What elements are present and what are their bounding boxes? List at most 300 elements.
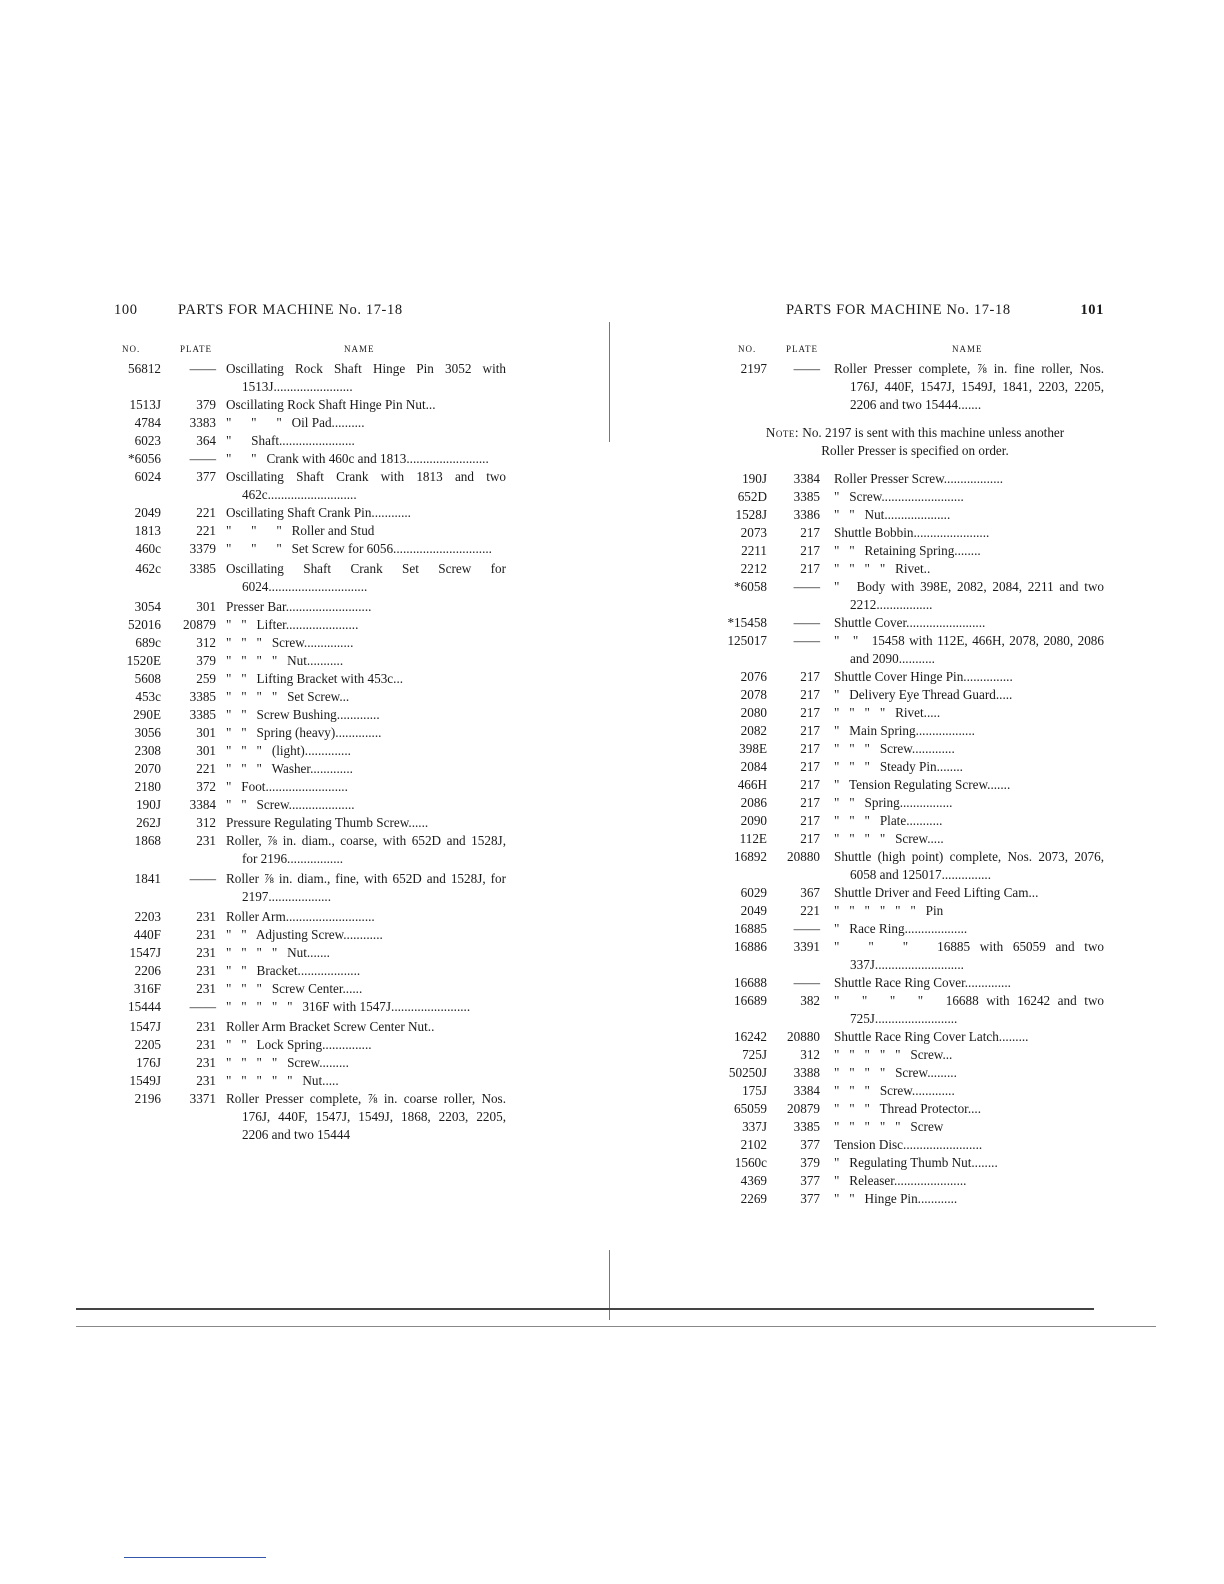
part-number: 460c <box>135 541 161 556</box>
part-name: " " Retaining Spring........ <box>834 543 981 558</box>
list-item <box>114 522 506 540</box>
list-item <box>712 1118 1104 1136</box>
list-item <box>712 1082 1104 1100</box>
plate-number: 231 <box>196 833 216 848</box>
part-number: 16242 <box>734 1029 767 1044</box>
list-item <box>114 598 506 616</box>
list-item <box>712 812 1104 830</box>
col-no-header: NO. <box>738 344 757 354</box>
list-item <box>712 758 1104 776</box>
part-number: 2197 <box>740 361 767 376</box>
list-item <box>712 1190 1104 1208</box>
list-item <box>114 1072 506 1090</box>
part-name: Oscillating Rock Shaft Hinge Pin Nut... <box>226 397 436 412</box>
page-title: PARTS FOR MACHINE No. 17-18 <box>786 302 1011 318</box>
list-item <box>712 614 1104 632</box>
part-name: " Foot......................... <box>226 779 348 794</box>
part-name: " Race Ring................... <box>834 921 968 936</box>
plate-number: 217 <box>800 741 820 756</box>
part-name: " " " " Screw......... <box>226 1055 349 1070</box>
left-page <box>114 302 510 1144</box>
part-name: " " " Thread Protector.... <box>834 1101 982 1116</box>
list-item <box>712 902 1104 920</box>
part-number: 1841 <box>134 871 161 886</box>
part-number: 689c <box>135 635 161 650</box>
part-name: " " " Screw............. <box>834 741 955 756</box>
plate-number: 231 <box>196 981 216 996</box>
part-number: *6056 <box>128 451 161 466</box>
plate-number: 3385 <box>189 707 216 722</box>
list-item <box>712 1136 1104 1154</box>
part-number: 16885 <box>734 921 767 936</box>
list-item <box>712 470 1104 488</box>
list-item <box>712 920 1104 938</box>
plate-number: 221 <box>196 523 216 538</box>
plate-number: 379 <box>800 1155 820 1170</box>
list-item <box>114 504 506 522</box>
list-item <box>114 1018 506 1036</box>
plate-number: 217 <box>800 777 820 792</box>
column-headers <box>114 340 506 360</box>
plate-number: 3385 <box>189 689 216 704</box>
part-number: 2196 <box>134 1091 161 1106</box>
part-number: 462c <box>135 561 161 576</box>
list-item <box>712 668 1104 686</box>
part-name: " " Lock Spring............... <box>226 1037 372 1052</box>
plate-number: 217 <box>800 561 820 576</box>
part-name: Shuttle Race Ring Cover Latch......... <box>834 1029 1029 1044</box>
plate-number: 3384 <box>793 471 820 486</box>
plate-number: —— <box>189 361 216 376</box>
plate-number: 217 <box>800 705 820 720</box>
part-number: 2084 <box>740 759 767 774</box>
part-name: " " " " " Screw <box>834 1119 944 1134</box>
plate-number: 3379 <box>189 541 216 556</box>
part-name: Shuttle Driver and Feed Lifting Cam... <box>834 885 1039 900</box>
part-name: Pressure Regulating Thumb Screw...... <box>226 815 429 830</box>
part-number: 50250J <box>728 1065 767 1080</box>
list-item <box>712 578 1108 614</box>
list-item <box>114 1054 506 1072</box>
list-item <box>114 944 506 962</box>
part-name: " " Lifting Bracket with 453c... <box>226 671 404 686</box>
part-name: " " Lifter...................... <box>226 617 359 632</box>
plate-number: 367 <box>800 885 820 900</box>
note-text: No. 2197 is sent with this machine unless another Roller Presser is specified on order. <box>802 425 1065 458</box>
part-name: " " Screw.................... <box>226 797 355 812</box>
plate-number: —— <box>793 921 820 936</box>
part-number: 2049 <box>134 505 161 520</box>
list-item <box>114 450 506 468</box>
part-number: 2102 <box>740 1137 767 1152</box>
list-item <box>114 560 510 596</box>
list-item <box>114 706 506 724</box>
plate-number: 231 <box>196 945 216 960</box>
part-name: Roller, ⅞ in. diam., coarse, with 652D and 1528J, for 2196................. <box>226 833 510 866</box>
list-item <box>114 724 506 742</box>
part-name: " Releaser...................... <box>834 1173 967 1188</box>
part-number: 6024 <box>134 469 161 484</box>
part-number: 2090 <box>740 813 767 828</box>
part-name: " " " Screw............... <box>226 635 354 650</box>
list-item <box>114 616 506 634</box>
plate-number: 259 <box>196 671 216 686</box>
part-number: 176J <box>136 1055 161 1070</box>
list-item <box>712 794 1104 812</box>
part-name: " " " " Rivet.. <box>834 561 931 576</box>
plate-number: 20879 <box>787 1101 820 1116</box>
part-number: 2203 <box>134 909 161 924</box>
part-name: " Body with 398E, 2082, 2084, 2211 and two 2212................. <box>834 579 1108 612</box>
part-number: 4784 <box>134 415 161 430</box>
part-name: " " " Steady Pin........ <box>834 759 963 774</box>
right-page-header <box>712 302 1104 324</box>
list-item <box>712 506 1104 524</box>
plate-number: 377 <box>196 469 216 484</box>
part-number: 1549J <box>129 1073 161 1088</box>
plate-number: 3388 <box>793 1065 820 1080</box>
part-name: " " " " 16688 with 16242 and two 725J......................... <box>834 993 1108 1026</box>
plate-number: 221 <box>196 505 216 520</box>
part-name: " " " " " Screw... <box>834 1047 953 1062</box>
list-item <box>114 832 510 868</box>
plate-number: —— <box>793 579 820 594</box>
part-number: 1560c <box>734 1155 767 1170</box>
part-name: " " Screw Bushing............. <box>226 707 380 722</box>
list-item <box>114 980 506 998</box>
part-name: " Delivery Eye Thread Guard..... <box>834 687 1013 702</box>
plate-number: 372 <box>196 779 216 794</box>
part-name: Presser Bar.......................... <box>226 599 372 614</box>
part-number: 175J <box>742 1083 767 1098</box>
list-item <box>114 796 506 814</box>
part-number: 652D <box>737 489 767 504</box>
part-name: Roller ⅞ in. diam., fine, with 652D and 1528J, for 2197................... <box>226 871 510 904</box>
list-item <box>114 778 506 796</box>
list-item <box>114 360 510 396</box>
part-number: 453c <box>135 689 161 704</box>
part-number: 2080 <box>740 705 767 720</box>
part-name: " " " " " 316F with 1547J........................ <box>226 999 471 1014</box>
page-number: 101 <box>1080 302 1104 318</box>
part-number: 2049 <box>740 903 767 918</box>
list-item <box>114 742 506 760</box>
part-number: 2070 <box>134 761 161 776</box>
plate-number: 231 <box>196 963 216 978</box>
part-name: Oscillating Shaft Crank Pin............ <box>226 505 411 520</box>
part-name: Oscillating Shaft Crank with 1813 and two 462c........................... <box>226 469 510 502</box>
plate-number: 217 <box>800 813 820 828</box>
part-name: " " 15458 with 112E, 466H, 2078, 2080, 2086 and 2090........... <box>834 633 1108 666</box>
plate-number: 20879 <box>183 617 216 632</box>
plate-number: —— <box>189 999 216 1014</box>
list-item <box>114 540 506 558</box>
part-number: 125017 <box>727 633 767 648</box>
plate-number: 379 <box>196 653 216 668</box>
part-number: 2086 <box>740 795 767 810</box>
list-item <box>712 488 1104 506</box>
part-name: Roller Arm........................... <box>226 909 375 924</box>
plate-number: 3371 <box>189 1091 216 1106</box>
part-number: 290E <box>133 707 161 722</box>
part-number: *6058 <box>734 579 767 594</box>
plate-number: —— <box>793 975 820 990</box>
plate-number: —— <box>793 361 820 376</box>
list-item <box>712 704 1104 722</box>
plate-number: 377 <box>800 1173 820 1188</box>
part-name: " " " " Set Screw... <box>226 689 350 704</box>
list-item <box>712 974 1104 992</box>
part-name: " " " 16885 with 65059 and two 337J........................... <box>834 939 1108 972</box>
plate-number: 3391 <box>793 939 820 954</box>
plate-number: 20880 <box>787 1029 820 1044</box>
part-number: 2308 <box>134 743 161 758</box>
part-name: Roller Presser complete, ⅞ in. coarse roller, Nos. 176J, 440F, 1547J, 1549J, 1868, 2203, 2205, 2206 and two 15444 <box>226 1091 510 1142</box>
page-title: PARTS FOR MACHINE No. 17-18 <box>178 302 403 318</box>
col-name-header: NAME <box>952 344 983 354</box>
part-number: 52016 <box>128 617 161 632</box>
plate-number: —— <box>793 633 820 648</box>
plate-number: —— <box>189 871 216 886</box>
plate-number: 217 <box>800 543 820 558</box>
list-item <box>712 722 1104 740</box>
part-number: 1547J <box>129 945 161 960</box>
list-item <box>712 938 1108 974</box>
plate-number: 231 <box>196 909 216 924</box>
list-item <box>712 776 1104 794</box>
part-number: 2082 <box>740 723 767 738</box>
part-number: 16886 <box>734 939 767 954</box>
plate-number: 217 <box>800 831 820 846</box>
plate-number: 217 <box>800 723 820 738</box>
part-name: " " Hinge Pin............ <box>834 1191 958 1206</box>
part-name: " " " Screw............. <box>834 1083 955 1098</box>
plate-number: 231 <box>196 1073 216 1088</box>
plate-number: 379 <box>196 397 216 412</box>
part-name: Shuttle (high point) complete, Nos. 2073, 2076, 6058 and 125017............... <box>834 849 1108 882</box>
list-item <box>712 1064 1104 1082</box>
plate-number: 3385 <box>793 489 820 504</box>
part-number: 1528J <box>735 507 767 522</box>
plate-number: 312 <box>800 1047 820 1062</box>
part-name: " Screw......................... <box>834 489 964 504</box>
plate-number: 3383 <box>189 415 216 430</box>
part-number: *15458 <box>727 615 767 630</box>
part-number: 16892 <box>734 849 767 864</box>
part-number: 3054 <box>134 599 161 614</box>
part-number: 725J <box>742 1047 767 1062</box>
plate-number: 217 <box>800 687 820 702</box>
part-number: 440F <box>133 927 161 942</box>
part-name: " Regulating Thumb Nut........ <box>834 1155 998 1170</box>
part-name: " " " " Nut....... <box>226 945 330 960</box>
part-number: 1513J <box>129 397 161 412</box>
part-number: 3056 <box>134 725 161 740</box>
column-headers <box>712 340 1104 360</box>
list-item <box>712 884 1104 902</box>
part-number: 2205 <box>134 1037 161 1052</box>
note-label: Note: <box>765 425 799 440</box>
part-name: " " " Screw Center...... <box>226 981 363 996</box>
part-number: 2269 <box>740 1191 767 1206</box>
col-plate-header: PLATE <box>180 344 212 354</box>
list-item <box>114 1090 510 1144</box>
part-number: 190J <box>742 471 767 486</box>
part-name: " " " (light).............. <box>226 743 351 758</box>
part-name: Roller Presser complete, ⅞ in. fine roller, Nos. 176J, 440F, 1547J, 1549J, 1841, 2203, 2205, 2206 and two 15444....... <box>834 361 1108 412</box>
part-name: " " Crank with 460c and 1813......................... <box>226 451 489 466</box>
part-number: 1520E <box>126 653 161 668</box>
list-item <box>712 1154 1104 1172</box>
part-name: " " " " " " Pin <box>834 903 944 918</box>
blue-underline <box>124 1557 266 1558</box>
part-number: 1813 <box>134 523 161 538</box>
plate-number: 217 <box>800 669 820 684</box>
list-item <box>114 670 506 688</box>
part-number: 6029 <box>740 885 767 900</box>
part-name: " " Nut.................... <box>834 507 951 522</box>
part-name: " " " Set Screw for 6056.............................. <box>226 541 492 556</box>
part-number: 398E <box>739 741 767 756</box>
plate-number: 301 <box>196 599 216 614</box>
list-item <box>712 632 1108 668</box>
list-item <box>114 908 506 926</box>
list-item <box>712 524 1104 542</box>
part-name: " " " Washer............. <box>226 761 353 776</box>
part-name: " " Spring (heavy).............. <box>226 725 382 740</box>
part-name: " Main Spring.................. <box>834 723 975 738</box>
part-number: 65059 <box>734 1101 767 1116</box>
list-item <box>114 814 506 832</box>
part-number: 2076 <box>740 669 767 684</box>
list-item <box>712 686 1104 704</box>
plate-number: 3385 <box>793 1119 820 1134</box>
col-no-header: NO. <box>122 344 141 354</box>
plate-number: 217 <box>800 525 820 540</box>
part-number: 5608 <box>134 671 161 686</box>
part-number: 6023 <box>134 433 161 448</box>
list-item <box>712 992 1108 1028</box>
part-number: 16689 <box>734 993 767 1008</box>
list-item <box>712 848 1108 884</box>
plate-number: 377 <box>800 1137 820 1152</box>
list-item <box>114 688 506 706</box>
plate-number: 301 <box>196 743 216 758</box>
list-item <box>712 560 1104 578</box>
plate-number: 221 <box>800 903 820 918</box>
plate-number: 301 <box>196 725 216 740</box>
list-item <box>712 1172 1104 1190</box>
plate-number: 231 <box>196 927 216 942</box>
part-number: 2212 <box>740 561 767 576</box>
part-number: 2073 <box>740 525 767 540</box>
list-item <box>114 468 510 504</box>
trim-rule-lower <box>76 1326 1156 1327</box>
list-item <box>114 926 506 944</box>
plate-number: 231 <box>196 1019 216 1034</box>
trim-rule-upper <box>76 1308 1094 1310</box>
plate-number: 20880 <box>787 849 820 864</box>
list-item <box>712 1100 1104 1118</box>
plate-number: —— <box>189 451 216 466</box>
plate-number: 231 <box>196 1055 216 1070</box>
plate-number: 377 <box>800 1191 820 1206</box>
part-name: Roller Presser Screw.................. <box>834 471 1004 486</box>
col-name-header: NAME <box>344 344 375 354</box>
part-number: 190J <box>136 797 161 812</box>
part-name: " " Bracket................... <box>226 963 361 978</box>
part-name: " " Adjusting Screw............ <box>226 927 383 942</box>
plate-number: 3385 <box>189 561 216 576</box>
list-item <box>114 998 506 1016</box>
part-number: 56812 <box>128 361 161 376</box>
part-number: 112E <box>739 831 767 846</box>
list-item <box>114 414 506 432</box>
list-item <box>114 870 510 906</box>
right-page <box>712 302 1108 1208</box>
list-item <box>114 1036 506 1054</box>
part-number: 4369 <box>740 1173 767 1188</box>
list-item <box>712 740 1104 758</box>
plate-number: 382 <box>800 993 820 1008</box>
part-number: 2078 <box>740 687 767 702</box>
plate-number: 221 <box>196 761 216 776</box>
part-name: " " " Roller and Stud <box>226 523 375 538</box>
part-number: 15444 <box>128 999 161 1014</box>
part-number: 2206 <box>134 963 161 978</box>
part-name: " Shaft....................... <box>226 433 355 448</box>
part-name: " " " " Screw......... <box>834 1065 957 1080</box>
gutter-line-top <box>609 322 610 442</box>
parts-list <box>712 470 1108 1208</box>
part-number: 316F <box>133 981 161 996</box>
list-item <box>712 360 1108 414</box>
note <box>750 424 1080 460</box>
list-item <box>114 652 506 670</box>
part-number: 1547J <box>129 1019 161 1034</box>
list-item <box>712 830 1104 848</box>
part-name: " " " Plate........... <box>834 813 943 828</box>
plate-number: 3384 <box>793 1083 820 1098</box>
part-number: 1868 <box>134 833 161 848</box>
part-name: " " Spring................ <box>834 795 953 810</box>
part-name: Oscillating Rock Shaft Hinge Pin 3052 with 1513J........................ <box>226 361 510 394</box>
part-number: 337J <box>742 1119 767 1134</box>
plate-number: 312 <box>196 815 216 830</box>
part-name: " " " " Screw..... <box>834 831 944 846</box>
list-item <box>712 1046 1104 1064</box>
part-name: " " " " Nut........... <box>226 653 344 668</box>
list-item <box>712 1028 1104 1046</box>
part-name: Roller Arm Bracket Screw Center Nut.. <box>226 1019 435 1034</box>
list-item <box>114 432 506 450</box>
part-name: Shuttle Race Ring Cover.............. <box>834 975 1011 990</box>
part-number: 262J <box>136 815 161 830</box>
part-name: Oscillating Shaft Crank Set Screw for 6024.............................. <box>226 561 510 594</box>
plate-number: 3386 <box>793 507 820 522</box>
part-number: 16688 <box>734 975 767 990</box>
list-item <box>114 962 506 980</box>
plate-number: —— <box>793 615 820 630</box>
part-number: 2180 <box>134 779 161 794</box>
plate-number: 217 <box>800 759 820 774</box>
parts-list <box>114 360 510 1144</box>
plate-number: 364 <box>196 433 216 448</box>
list-item <box>114 634 506 652</box>
part-name: Shuttle Cover Hinge Pin............... <box>834 669 1013 684</box>
part-name: " " " Oil Pad.......... <box>226 415 365 430</box>
part-name: Shuttle Bobbin....................... <box>834 525 990 540</box>
